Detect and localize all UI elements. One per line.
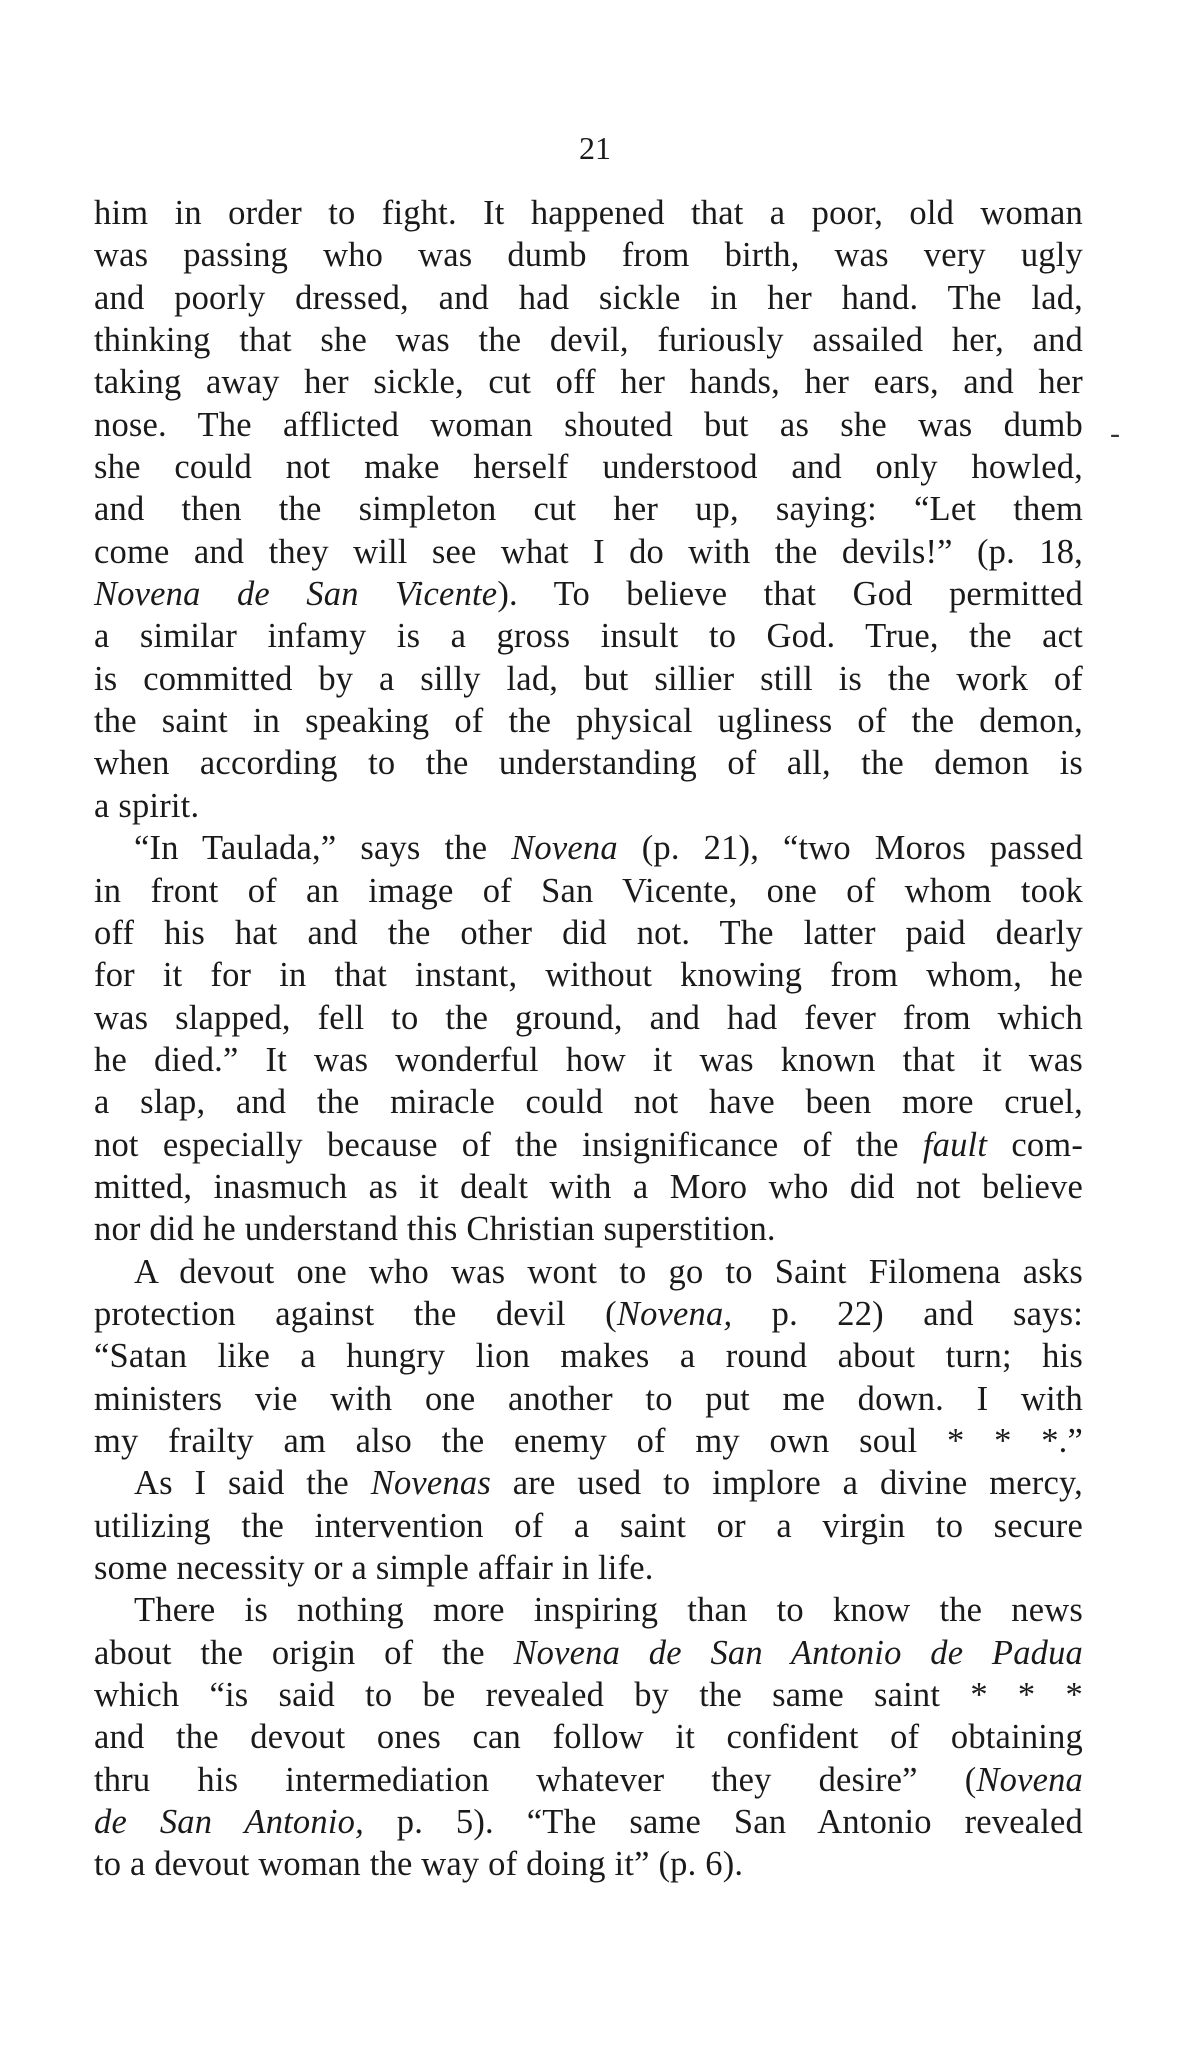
text-line xyxy=(94,192,1083,234)
text-line xyxy=(94,870,1083,912)
text-segment: a similar infamy is a gross insult to God. True, the act xyxy=(94,617,1083,656)
text-line xyxy=(94,319,1083,361)
text-line xyxy=(94,1039,1083,1081)
text-line xyxy=(94,404,1083,446)
text-segment: p. 22) and says: xyxy=(732,1294,1083,1333)
text-line xyxy=(94,1166,1083,1208)
text-segment: ). To believe that God permitted xyxy=(497,575,1083,614)
text-line xyxy=(94,446,1083,488)
text-segment: in front of an image of San Vicente, one of whom took xyxy=(94,871,1083,910)
text-line xyxy=(94,1251,1083,1293)
text-line xyxy=(94,912,1083,954)
italic-title: Novena xyxy=(976,1760,1083,1799)
text-segment: him in order to fight. It happened that a poor, old woman xyxy=(94,194,1083,232)
body-text xyxy=(94,192,1083,1886)
text-line xyxy=(94,1335,1083,1377)
text-segment: nose. The afflicted woman shouted but as she was dumb xyxy=(94,405,1083,444)
text-segment: about the origin of the xyxy=(94,1633,514,1672)
text-line xyxy=(94,531,1083,573)
text-segment: nor did he understand this Christian superstition. xyxy=(94,1210,776,1249)
text-line xyxy=(94,742,1083,784)
italic-title: Novena de San Antonio de Padua xyxy=(513,1633,1083,1672)
text-line xyxy=(94,1208,1083,1250)
text-line xyxy=(94,1801,1083,1843)
text-line xyxy=(94,573,1083,615)
text-segment: come and they will see what I do with the devils!” (p. 18, xyxy=(94,532,1083,571)
text-line xyxy=(94,277,1083,319)
text-segment: utilizing the intervention of a saint or a virgin to secure xyxy=(94,1506,1083,1545)
text-line xyxy=(94,615,1083,657)
text-segment: (p. 21), “two Moros passed xyxy=(617,829,1083,868)
text-line xyxy=(94,1462,1083,1504)
text-line xyxy=(94,785,1083,827)
text-segment: some necessity or a simple affair in life. xyxy=(94,1549,654,1587)
text-segment: ministers vie with one another to put me down. I with xyxy=(94,1379,1083,1418)
text-segment: for it for in that instant, without knowing from whom, he xyxy=(94,956,1083,995)
text-line xyxy=(94,658,1083,700)
text-segment: “Satan like a hungry lion makes a round about turn; his xyxy=(94,1337,1083,1376)
text-segment: was slapped, fell to the ground, and had fever from which xyxy=(94,998,1083,1037)
text-segment: was passing who was dumb from birth, was very ugly xyxy=(94,236,1083,275)
text-line xyxy=(94,1674,1083,1716)
text-segment: and the devout ones can follow it confident of obtaining xyxy=(94,1718,1083,1757)
text-segment: A devout one who was wont to go to Saint Filomena asks xyxy=(134,1252,1083,1291)
text-segment: is committed by a silly lad, but sillier still is the work of xyxy=(94,659,1083,698)
text-line xyxy=(94,1124,1083,1166)
text-segment: thru his intermediation whatever they desire” ( xyxy=(94,1760,977,1799)
text-line xyxy=(94,234,1083,276)
italic-title: Novena, xyxy=(616,1294,733,1333)
text-segment: “In Taulada,” says the xyxy=(134,829,512,868)
text-segment: the saint in speaking of the physical ugliness of the demon, xyxy=(94,702,1083,741)
text-segment: to a devout woman the way of doing it” (p. 6). xyxy=(94,1845,744,1884)
text-line xyxy=(94,1547,1083,1589)
text-segment: she could not make herself understood and only howled, xyxy=(94,448,1083,487)
text-segment: thinking that she was the devil, furiously assailed her, and xyxy=(94,321,1083,360)
text-segment: and poorly dressed, and had sickle in her hand. The lad, xyxy=(94,278,1083,317)
italic-title: fault xyxy=(922,1125,988,1164)
italic-title: Novenas xyxy=(370,1464,491,1503)
text-line xyxy=(94,827,1083,869)
text-segment: and then the simpleton cut her up, saying: “Let them xyxy=(94,490,1083,529)
text-line xyxy=(94,1589,1083,1631)
italic-title: Novena xyxy=(511,829,618,868)
text-line xyxy=(94,1420,1083,1462)
text-segment: a spirit. xyxy=(94,786,200,825)
text-segment: my frailty am also the enemy of my own soul * * *.” xyxy=(94,1421,1083,1460)
italic-title: Novena de San Vicente xyxy=(94,575,498,614)
text-segment: taking away her sickle, cut off her hands, her ears, and her xyxy=(94,363,1083,402)
italic-title: de San Antonio, xyxy=(94,1803,364,1842)
text-line xyxy=(94,1632,1083,1674)
text-segment: not especially because of the insignificance of the xyxy=(94,1125,923,1164)
text-line xyxy=(94,700,1083,742)
text-line xyxy=(94,997,1083,1039)
text-segment: As I said the xyxy=(134,1464,371,1503)
page-number: 21 xyxy=(579,130,611,166)
text-line xyxy=(94,488,1083,530)
text-segment: There is nothing more inspiring than to know the news xyxy=(134,1591,1083,1630)
text-segment: mitted, inasmuch as it dealt with a Moro who did not believe xyxy=(94,1167,1083,1206)
margin-mark: - xyxy=(1110,417,1120,450)
text-segment: a slap, and the miracle could not have been more cruel, xyxy=(94,1083,1083,1122)
text-segment: com- xyxy=(987,1125,1084,1164)
text-line xyxy=(94,361,1083,403)
text-line xyxy=(94,1759,1083,1801)
text-line xyxy=(94,1505,1083,1547)
text-segment: off his hat and the other did not. The latter paid dearly xyxy=(94,913,1083,952)
text-segment: protection against the devil ( xyxy=(94,1294,617,1333)
text-line xyxy=(94,1081,1083,1123)
text-line xyxy=(94,1378,1083,1420)
text-segment: p. 5). “The same San Antonio revealed xyxy=(363,1803,1084,1842)
text-segment: when according to the understanding of all, the demon is xyxy=(94,744,1083,783)
text-segment: are used to implore a divine mercy, xyxy=(490,1464,1083,1503)
text-segment: which “is said to be revealed by the same saint * * * xyxy=(94,1676,1083,1715)
text-segment: he died.” It was wonderful how it was known that it was xyxy=(94,1040,1083,1079)
text-line xyxy=(94,1716,1083,1758)
text-line xyxy=(94,954,1083,996)
text-line xyxy=(94,1293,1083,1335)
text-line xyxy=(94,1843,1083,1885)
